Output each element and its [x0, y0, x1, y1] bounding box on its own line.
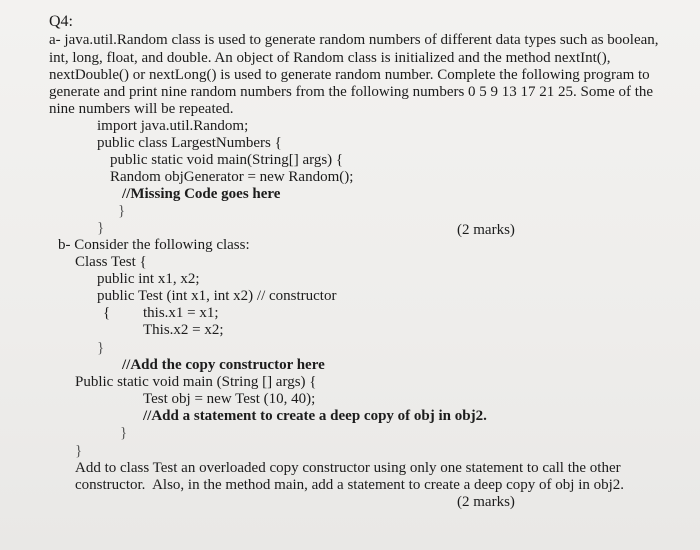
part-b-marks: (2 marks)	[457, 494, 515, 510]
code-a-import: import java.util.Random;	[97, 118, 249, 134]
part-b-instruction-2: constructor. Also, in the method main, add a statement to create a deep copy of obj in obj2.	[75, 477, 625, 493]
code-a-main: public static void main(String[] args) {	[110, 152, 344, 168]
code-b-close-brace-2: }	[120, 425, 128, 441]
code-a-random: Random objGenerator = new Random();	[110, 169, 354, 185]
code-b-close-brace: }	[97, 340, 105, 356]
code-b-new-test: Test obj = new Test (10, 40);	[143, 391, 316, 407]
code-b-copy-comment: //Add the copy constructor here	[122, 357, 325, 373]
code-a-missing-comment: //Missing Code goes here	[122, 186, 281, 202]
code-b-fields: public int x1, x2;	[97, 271, 200, 287]
code-b-open-brace: {	[103, 305, 111, 321]
code-a-close-brace-1: }	[118, 203, 126, 219]
code-b-deep-copy-comment: //Add a statement to create a deep copy of obj in obj2.	[143, 408, 487, 424]
question-title: Q4:	[49, 13, 73, 30]
code-b-constructor: public Test (int x1, int x2) // constructor	[97, 288, 337, 304]
part-b-intro: b- Consider the following class:	[58, 237, 250, 253]
part-a-line-1: a- java.util.Random class is used to generate random numbers of different data types such as boolean,	[49, 32, 659, 48]
code-a-close-brace-2: }	[97, 220, 105, 236]
part-a-marks: (2 marks)	[457, 222, 515, 238]
code-b-close-brace-3: }	[75, 443, 83, 459]
code-b-assign-x1: this.x1 = x1;	[143, 305, 219, 321]
part-a-line-2: int, long, float, and double. An object of Random class is initialized and the method nextInt(),	[49, 50, 611, 66]
code-b-assign-x2: This.x2 = x2;	[143, 322, 224, 338]
code-b-main: Public static void main (String [] args) {	[75, 374, 317, 390]
code-a-class: public class LargestNumbers {	[97, 135, 282, 151]
part-b-instruction-1: Add to class Test an overloaded copy constructor using only one statement to call the other	[75, 460, 621, 476]
code-b-class: Class Test {	[75, 254, 147, 270]
part-a-line-3: nextDouble() or nextLong() is used to generate random number. Complete the following program to	[49, 67, 650, 83]
part-a-line-5: nine numbers will be repeated.	[49, 101, 234, 117]
part-a-line-4: generate and print nine random numbers from the following numbers 0 5 9 13 17 21 25. Some of the	[49, 84, 654, 100]
